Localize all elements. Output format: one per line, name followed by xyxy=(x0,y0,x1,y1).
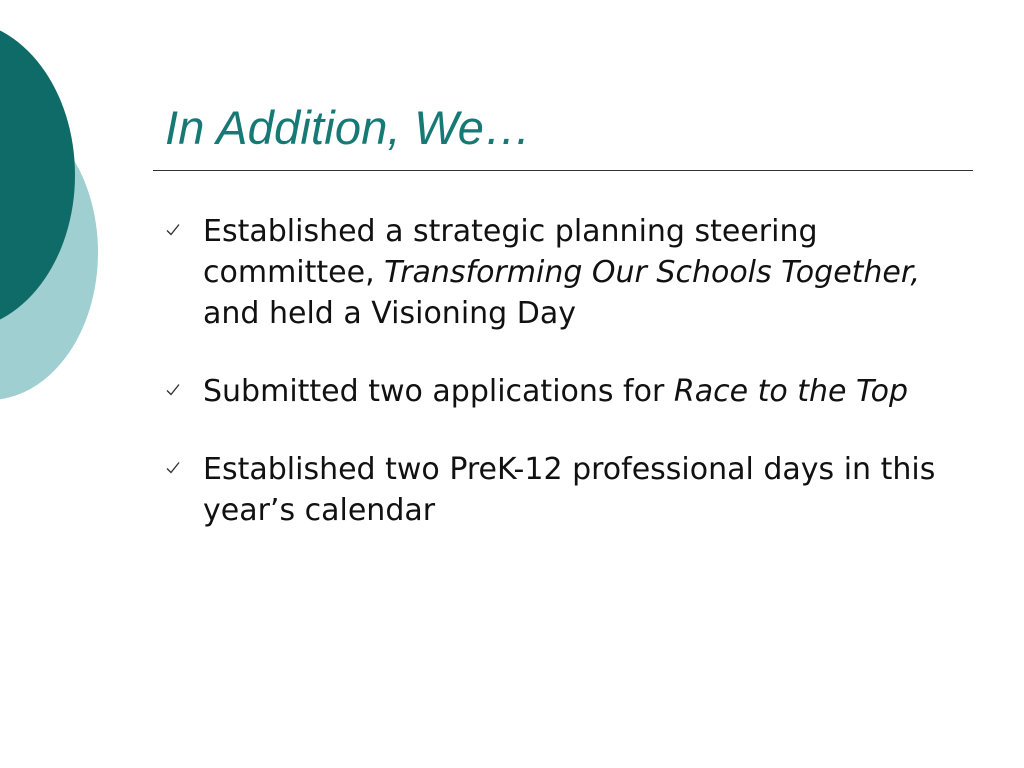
bullet-text: Established a strategic planning steering committee, xyxy=(203,214,818,290)
bullet-item xyxy=(160,449,960,531)
title-underline xyxy=(153,170,973,171)
bullet-text: Established two PreK-12 professional days in this year’s calendar xyxy=(203,452,936,528)
bullet-emphasis-text: Race to the Top xyxy=(673,374,909,409)
bullet-item xyxy=(160,371,960,412)
bullet-item xyxy=(160,211,960,334)
bullet-emphasis-text: Transforming Our Schools Together, xyxy=(384,255,920,290)
slide-title: In Addition, We… xyxy=(165,101,532,154)
bullet-list xyxy=(160,211,960,531)
bullet-text: Submitted two applications for xyxy=(203,374,674,409)
checkmark-icon xyxy=(165,460,181,476)
checkmark-icon xyxy=(165,222,181,238)
bullet-text: and held a Visioning Day xyxy=(203,296,576,331)
checkmark-icon xyxy=(165,382,181,398)
